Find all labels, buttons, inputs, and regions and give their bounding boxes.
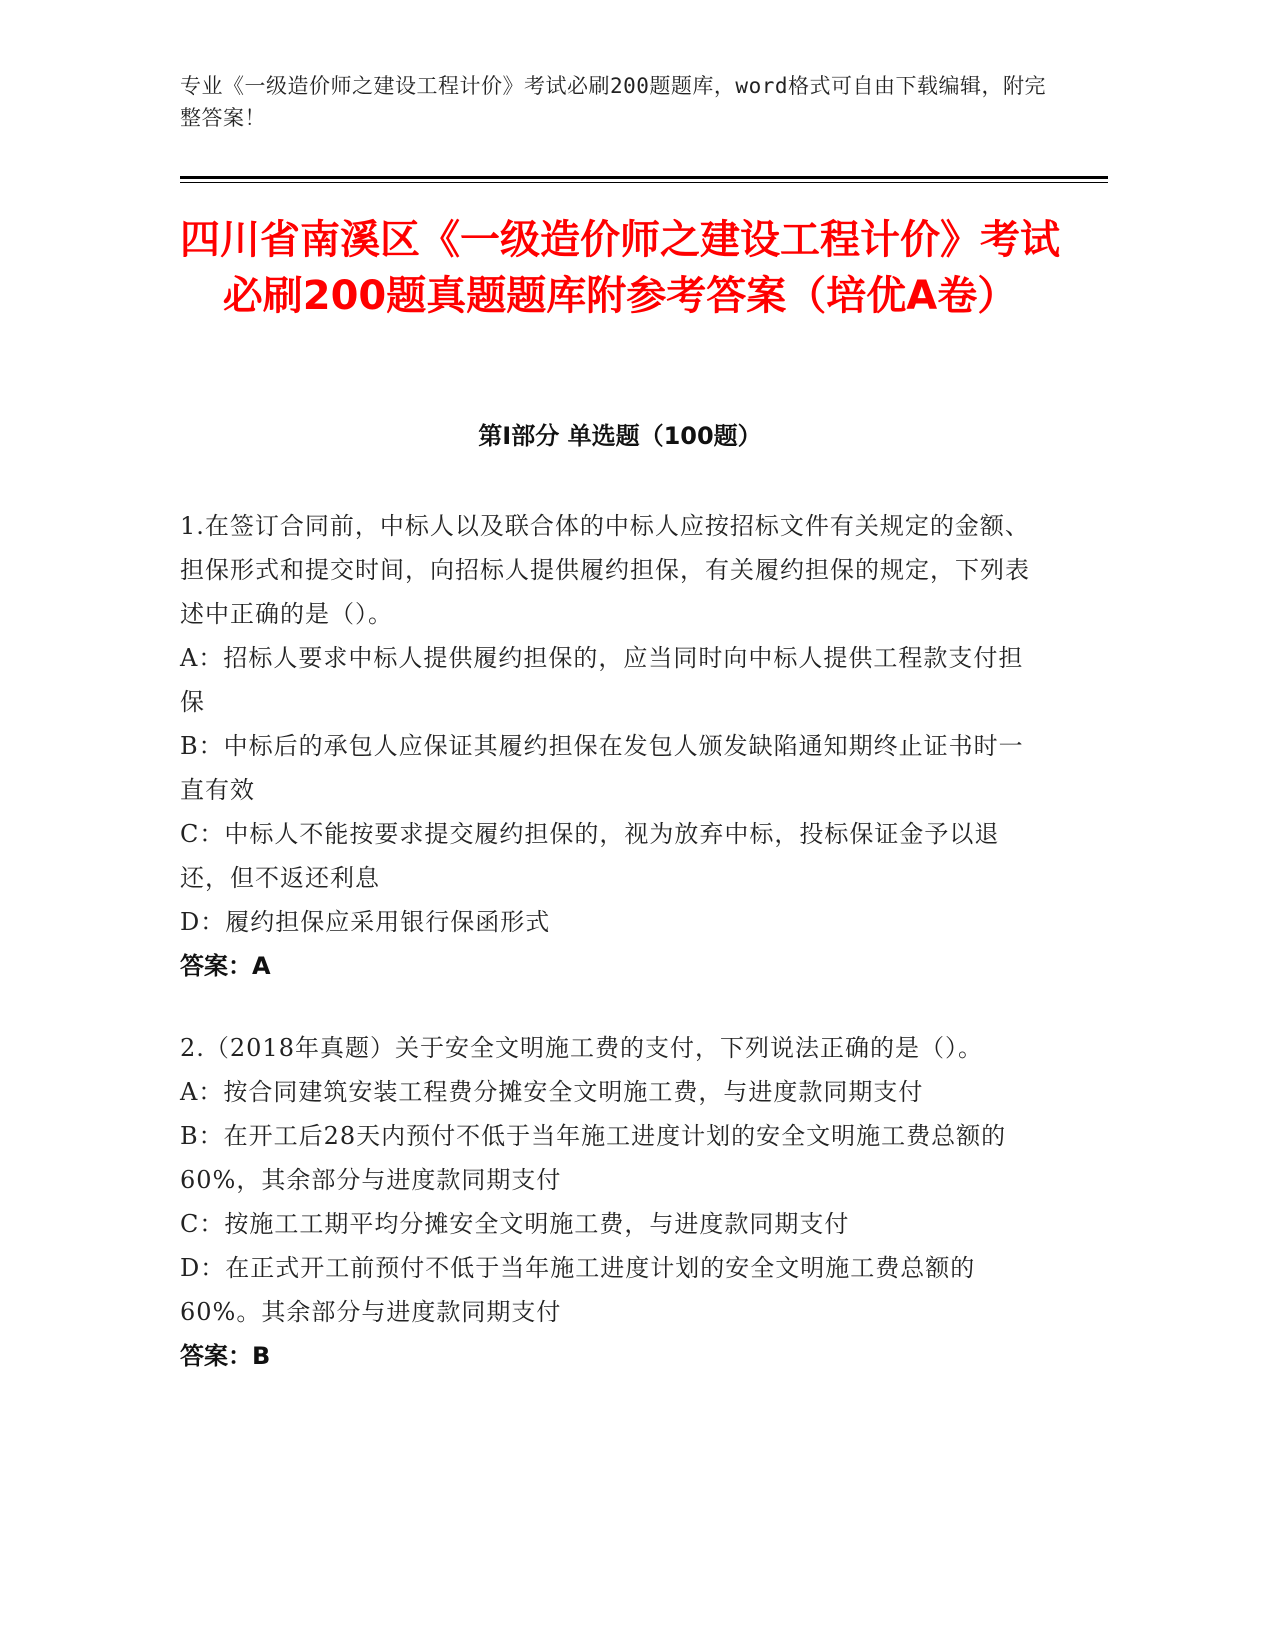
option-c: C：中标人不能按要求提交履约担保的，视为放弃中标，投标保证金予以退还，但不返还利息 [180, 820, 1000, 892]
option-d: D：在正式开工前预付不低于当年施工进度计划的安全文明施工费总额的60%。其余部分与进度款同期支付 [180, 1254, 976, 1326]
option-c: C：按施工工期平均分摊安全文明施工费，与进度款同期支付 [180, 1210, 850, 1238]
option-b: B：中标后的承包人应保证其履约担保在发包人颁发缺陷通知期终止证书时一直有效 [180, 732, 1024, 804]
question-stem: 2.（2018年真题）关于安全文明施工费的支付，下列说法正确的是（）。 [180, 1034, 983, 1062]
document-title: 四川省南溪区《一级造价师之建设工程计价》考试必刷200题真题题库附参考答案（培优A卷） [180, 217, 1060, 319]
option-b: B：在开工后28天内预付不低于当年施工进度计划的安全文明施工费总额的60%，其余部分与进度款同期支付 [180, 1122, 1007, 1194]
answer-label: 答案：B [180, 1342, 271, 1370]
option-a: A：招标人要求中标人提供履约担保的，应当同时向中标人提供工程款支付担保 [180, 644, 1024, 716]
header-rule-thin [180, 182, 1108, 183]
question-stem: 1.在签订合同前，中标人以及联合体的中标人应按招标文件有关规定的金额、担保形式和提交时间，向招标人提供履约担保，有关履约担保的规定，下列表述中正确的是（）。 [180, 512, 1030, 628]
header-rule-thick [180, 176, 1108, 179]
question-1 [180, 504, 1030, 988]
section-heading: 第I部分 单选题（100题） [478, 422, 762, 450]
answer-label: 答案：A [180, 952, 271, 980]
question-2 [180, 1026, 1030, 1378]
option-d: D：履约担保应采用银行保函形式 [180, 908, 551, 936]
option-a: A：按合同建筑安装工程费分摊安全文明施工费，与进度款同期支付 [180, 1078, 924, 1106]
header-note: 专业《一级造价师之建设工程计价》考试必刷200题题库，word格式可自由下载编辑，附完整答案！ [180, 74, 1046, 130]
